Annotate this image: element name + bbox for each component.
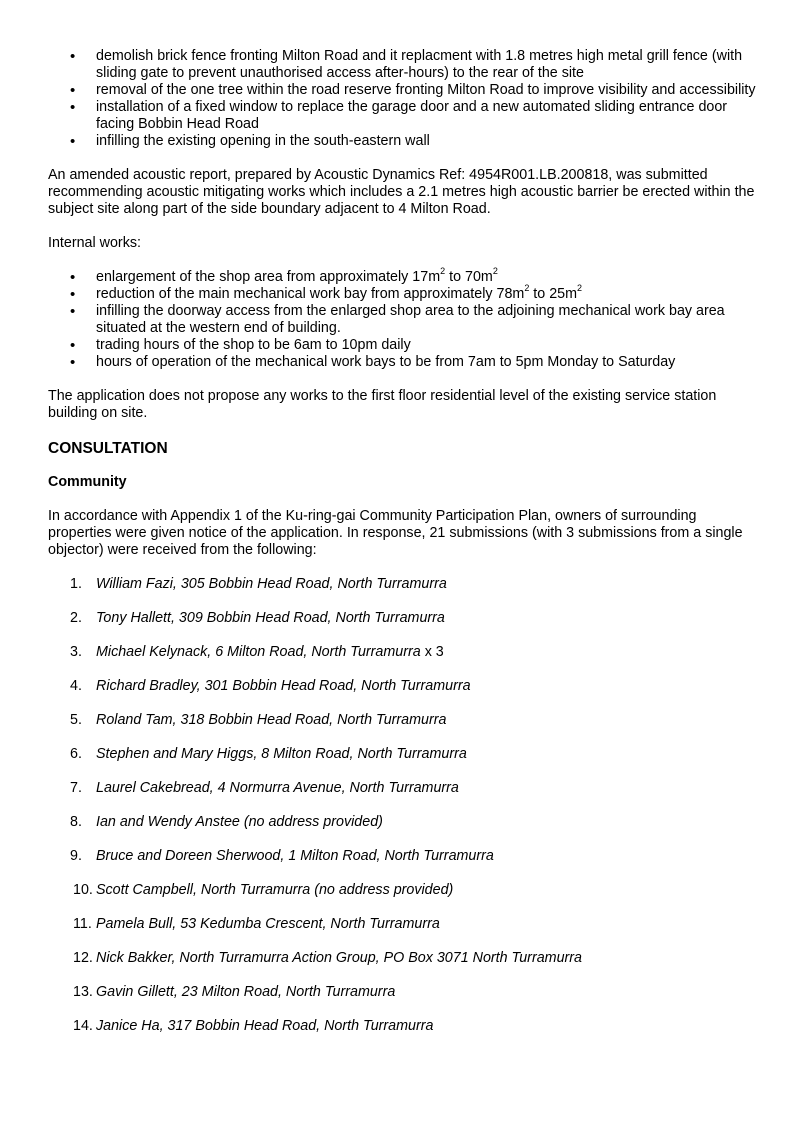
submission-item: 8. Ian and Wendy Anstee (no address provided) — [70, 814, 383, 830]
list-item-trading-hours: • trading hours of the shop to be 6am to 10pm daily — [48, 337, 760, 354]
list-item-doorway: • infilling the doorway access from the enlarged shop area to the adjoining mechanical work bay area situated at the western end of building. — [48, 303, 760, 337]
submission-item: 5. Roland Tam, 318 Bobbin Head Road, North Turramurra — [70, 712, 447, 728]
community-heading: Community — [48, 474, 127, 490]
submission-item: 13. Gavin Gillett, 23 Milton Road, North Turramurra — [73, 984, 396, 1000]
works-list — [48, 48, 760, 150]
submission-item: 1. William Fazi, 305 Bobbin Head Road, North Turramurra — [70, 576, 447, 592]
submission-item: 9. Bruce and Doreen Sherwood, 1 Milton Road, North Turramurra — [70, 848, 494, 864]
list-item: • infilling the existing opening in the south-eastern wall — [48, 133, 760, 150]
list-item: • removal of the one tree within the road reserve fronting Milton Road to improve visibility and accessibility — [48, 82, 760, 99]
submission-item: 2. Tony Hallett, 309 Bobbin Head Road, North Turramurra — [70, 610, 445, 626]
internal-works-list — [48, 266, 760, 371]
submissions-list — [48, 576, 760, 1052]
list-item: • demolish brick fence fronting Milton Road and it replacment with 1.8 metres high metal grill fence (with sliding gate to prevent unauthorised access after-hours) to the rear of the site — [48, 48, 760, 82]
submission-item: 14. Janice Ha, 317 Bobbin Head Road, North Turramurra — [73, 1018, 434, 1034]
list-item: • installation of a fixed window to replace the garage door and a new automated sliding entrance door facing Bobbin Head Road — [48, 99, 760, 133]
consultation-heading: CONSULTATION — [48, 440, 168, 457]
list-item-shop-area: • enlargement of the shop area from approximately $17m^2$ to $70m^2$ — [48, 269, 760, 286]
list-item-operation-hours: • hours of operation of the mechanical work bays to be from 7am to 5pm Monday to Saturday — [48, 354, 760, 371]
submission-item: 11. Pamela Bull, 53 Kedumba Crescent, North Turramurra — [73, 916, 440, 932]
acoustic-paragraph: An amended acoustic report, prepared by Acoustic Dynamics Ref: 4954R001.LB.200818, was submitted recommending acoustic mitigating works which includes a 2.1 metres high acoustic barrier be erected within the subject site along part of the side boundary adjacent to 4 Milton Road. — [48, 167, 755, 217]
submission-item: 10. Scott Campbell, North Turramurra (no address provided) — [73, 882, 454, 898]
submission-item: 12. Nick Bakker, North Turramurra Action Group, PO Box 3071 North Turramurra — [73, 950, 582, 966]
first-floor-paragraph: The application does not propose any works to the first floor residential level of the existing service station building on site. — [48, 388, 717, 421]
submission-item: 4. Richard Bradley, 301 Bobbin Head Road, North Turramurra — [70, 678, 471, 694]
submission-item: 6. Stephen and Mary Higgs, 8 Milton Road, North Turramurra — [70, 746, 467, 762]
document-page — [48, 48, 760, 1052]
submission-item: 3. Michael Kelynack, 6 Milton Road, North Turramurra x 3 — [70, 644, 444, 660]
community-paragraph: In accordance with Appendix 1 of the Ku-ring-gai Community Participation Plan, owners of surrounding properties were given notice of the application. In response, 21 submissions (with 3 submissions from a single objector) were received from the following: — [48, 508, 743, 558]
list-item-work-bay: • reduction of the main mechanical work bay from approximately $78m^2$ to $25m^2$ — [48, 286, 760, 303]
internal-works-heading: Internal works: — [48, 235, 141, 251]
submission-item: 7. Laurel Cakebread, 4 Normurra Avenue, North Turramurra — [70, 780, 459, 796]
